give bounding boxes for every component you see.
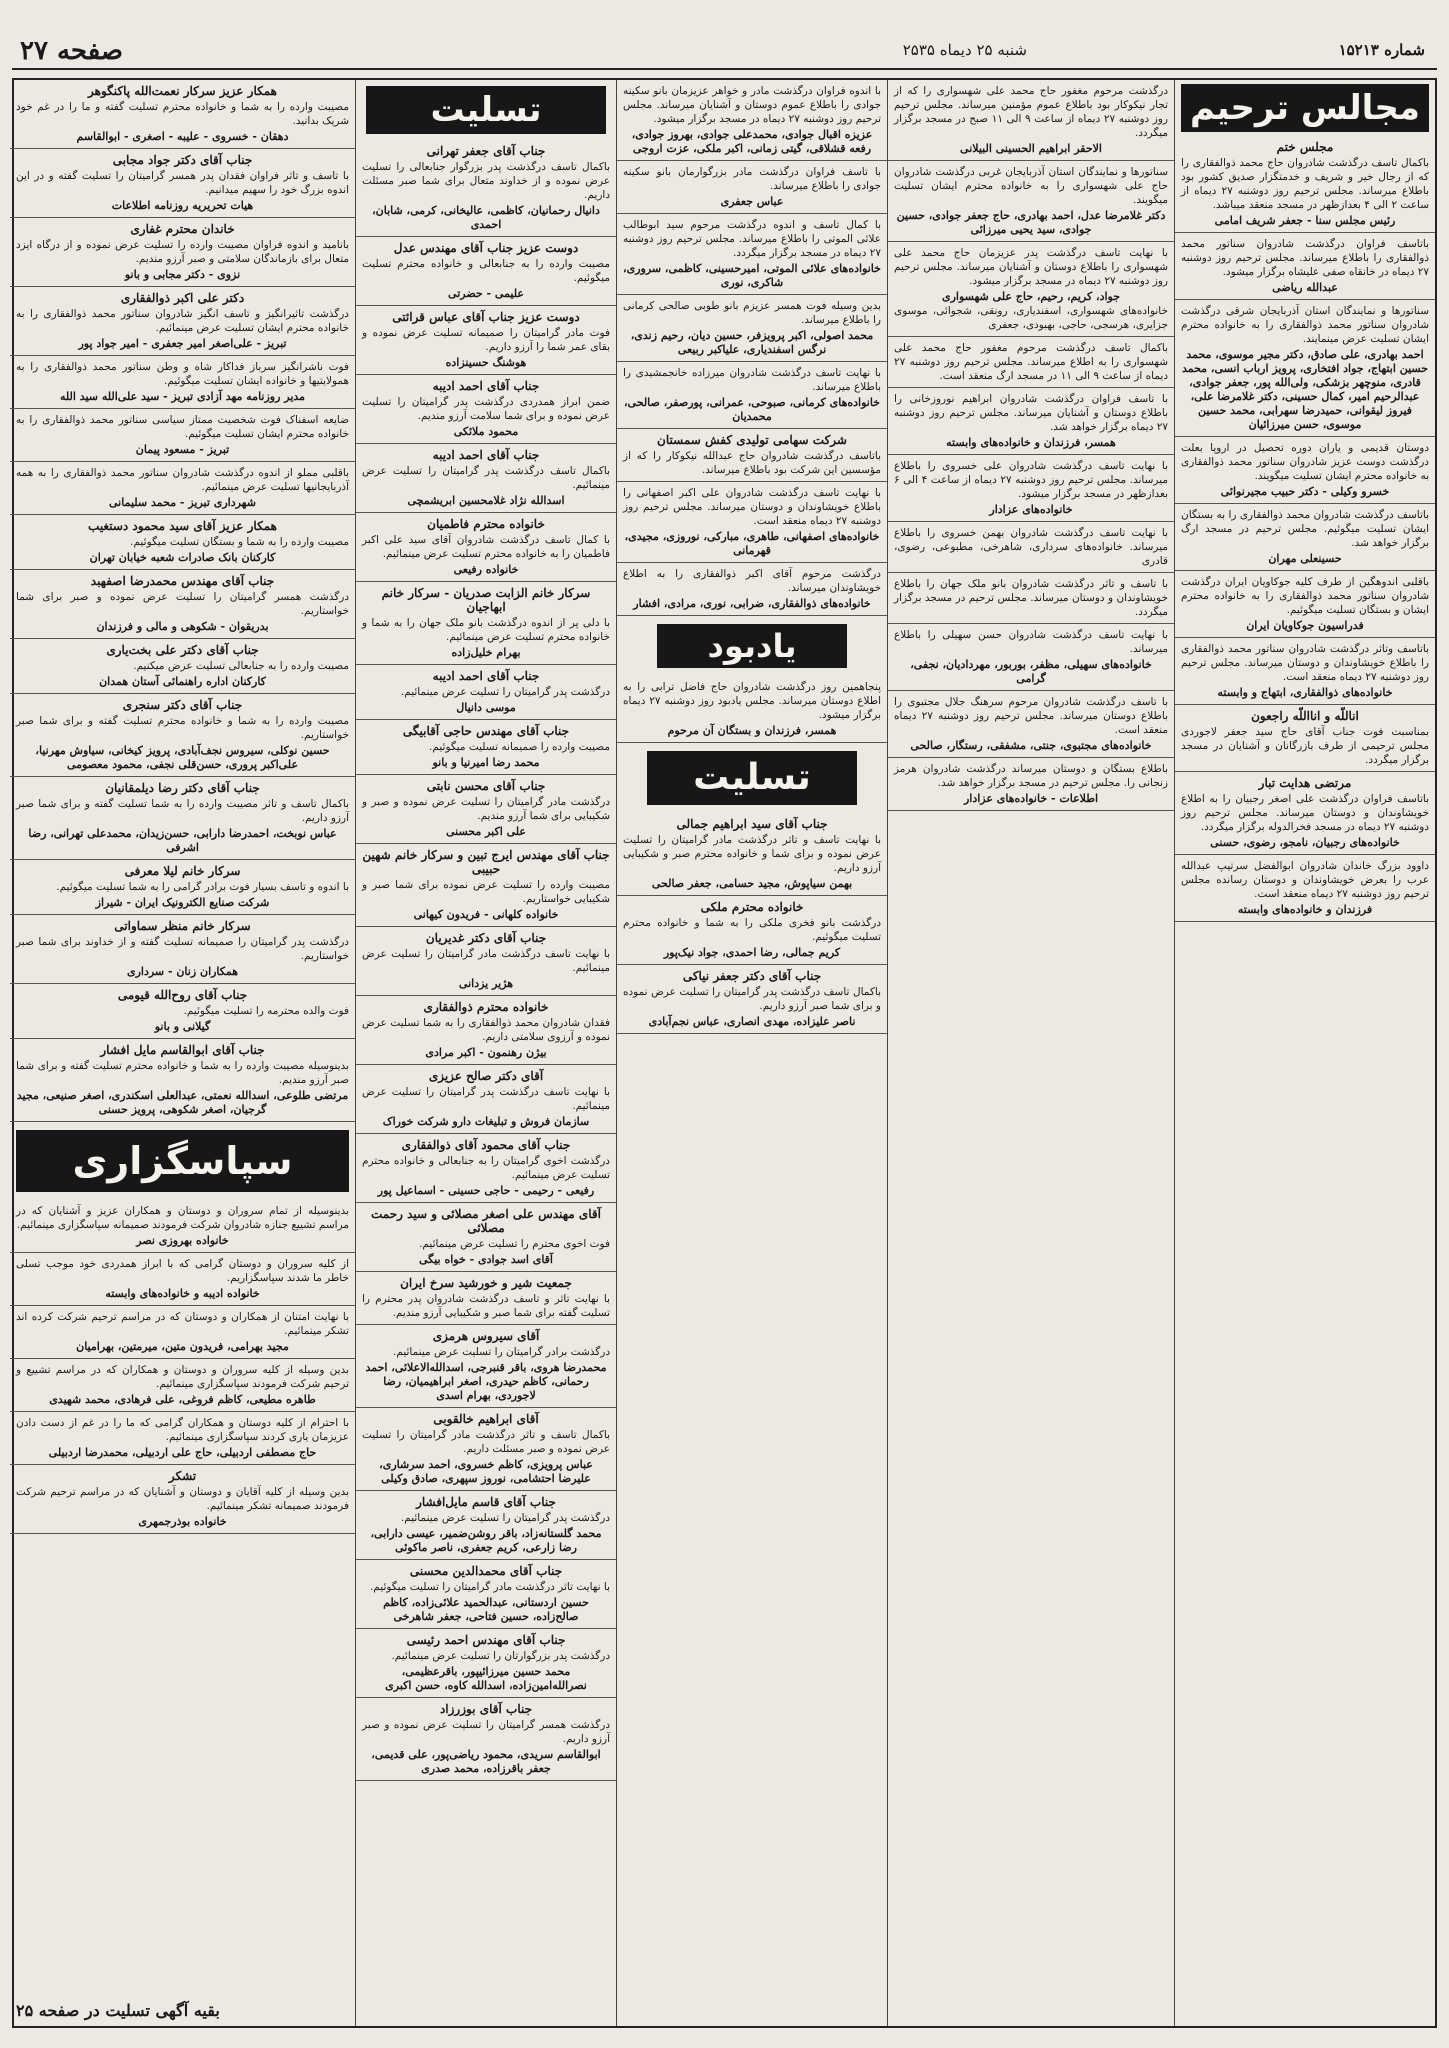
notice-body: درگذشت برادر گرامیتان را تسلیت عرض مینمائیم. — [393, 1346, 610, 1358]
notice-signature: رفیعی - رحیمی - حاجی حسینی - اسماعیل پور — [377, 1184, 595, 1197]
notice-body: باکمال تاسف درگذشت شادروان حاج محمد ذوالفقاری را که از رجال خیر و شریف و خدمتگزار صدیق کشور بود باطلاع میرساند. مجلس ترحیم روز دوشنبه ۲۷ دیماه از ساعت ۲ الی ۴ بعدازظهر در مسجد منعقد میباشد. — [1181, 157, 1429, 211]
column-3 — [616, 80, 887, 2026]
notice-body: باکمال تاسف و تاثر مصیبت وارده را به شما تسلیت گفته و برای شما صبر آرزو داریم. — [16, 798, 349, 824]
notice — [617, 295, 887, 362]
notice-signature: الاحقر ابراهیم الحسینی البیلانی — [960, 142, 1102, 155]
notice-body: بدینوسیله از تمام سروران و دوستان و همکاران عزیز و آشنایان که در مراسم تشییع جنازه شادروان شرکت فرمودند صمیمانه سپاسگزاری مینمائیم. — [16, 1205, 349, 1231]
notice-title: جناب آقای احمد ادیبه — [432, 669, 540, 683]
notice — [888, 337, 1174, 388]
notice-body: با کمال تاسف درگذشت شادروان آقای سید علی اکبر فاطمیان را به خانواده محترم تسلیت عرض مینمائیم. — [362, 534, 610, 560]
notice-body: با تاسف فراوان درگذشت مادر بزرگوارمان بانو سکینه جوادی را باطلاع میرساند. — [623, 166, 881, 192]
notice — [1175, 855, 1435, 922]
notice-body: با نهایت امتنان از همکاران و دوستان که در مراسم ترحیم شرکت کرده اند تشکر مینمائیم. — [16, 1311, 349, 1337]
notice-signature: بیژن رهنمون - اکبر مرادی — [425, 1046, 547, 1059]
notice-title: جناب آقای سید ابراهیم جمالی — [676, 817, 828, 831]
notice-body: ضایعه اسفناک فوت شخصیت ممتاز سیاسی سناتور محمد ذوالفقاری را به خانواده محترم ایشان تسلیت میگوئیم. — [16, 414, 349, 440]
notice — [617, 813, 887, 896]
notice-body: با تاسف و تاثر فراوان فقدان پدر همسر گرامیتان را تسلیت گفته و در این اندوه بزرگ خود را سهیم میدانیم. — [16, 170, 349, 196]
notice-names: خانواده‌های شهسواری، اسفندیاری، رونقی، شجوائی، موسوی جزایری، هرسجی، حاجی، بهبودی، جعفری — [894, 305, 1168, 331]
notice-body: مصیبت وارده را به شما و بستگان تسلیت میگوئیم. — [130, 536, 349, 548]
notice-signature: خانواده ادیبه و خانواده‌های وابسته — [105, 1287, 260, 1300]
notice-signature: دهقان - خسروی - علیبه - اصغری - ابوالقاسم — [76, 130, 289, 143]
notice — [10, 356, 355, 409]
notice-title: جناب آقای دکتر غدیریان — [425, 931, 547, 945]
notice-title: جناب آقای مهندس ایرج تبین و سرکار خانم شهین حبیبی — [362, 848, 610, 876]
notice-title: خانواده محترم ذوالفقاری — [423, 1000, 549, 1014]
notice — [10, 409, 355, 462]
notice-body: درگذشت بانو فخری ملکی را به شما و خانواده محترم تسلیت میگوئیم. — [623, 917, 881, 943]
notice-body: بمناسبت فوت جناب آقای حاج سید جعفر لاجوردی مجلس ترحیمی از طرف بازرگانان و آشنایان در مسجد برگزار میگردد. — [1181, 726, 1429, 766]
notice-title: سرکار خانم لیلا معرفی — [124, 864, 241, 878]
notice — [617, 429, 887, 482]
page-header — [12, 34, 1437, 70]
notice-body: با تاسف درگذشت شادروان مرحوم سرهنگ جلال مجتبوی را باطلاع دوستان میرساند. مجلس ترحیم روز دوشنبه ۲۷ دیماه منعقد است. — [894, 696, 1168, 736]
notice — [888, 388, 1174, 455]
notice-body: درگذشت پدر گرامیتان را صمیمانه تسلیت گفته و از خداوند برای شما صبر خواستاریم. — [16, 936, 349, 962]
notice-signature: عباس جعفری — [720, 195, 784, 208]
column-1 — [1174, 80, 1435, 2026]
notice-names: حسین نوکلی، سیروس نجف‌آبادی، پرویز کیخانی، سیاوش مهرنیا، علی‌اکبر پروری، حسن‌قلی نجفی، محمود معصومی — [35, 744, 330, 771]
notice — [356, 720, 616, 775]
notice — [888, 80, 1174, 161]
notice-body: مصیبت وارده را به شما و خانواده محترم تسلیت گفته و برای شما صبر خواستاریم. — [16, 715, 349, 741]
notice-title: اناللّه و انااللّه راجعون — [1251, 709, 1359, 723]
notice — [617, 896, 887, 965]
notice-signature: هیات تحریریه روزنامه اطلاعات — [111, 199, 254, 212]
tasliat-banner-1: تسلیت — [366, 86, 606, 134]
notice-names: محمد حسین میرزائیپور، باقرعظیمی، نصرالله‌امین‌زاده، اسدالله کاوه، حسن اکبری — [385, 1665, 587, 1692]
notice-body: با نهایت تاثر و تاسف درگذشت شادروان پدر محترم را تسلیت گفته برای شما صبر و شکیبایی آرزو مندیم. — [362, 1293, 610, 1319]
notice — [10, 1306, 355, 1359]
notice — [888, 455, 1174, 522]
majalis-banner: مجالس ترحیم — [1181, 84, 1429, 132]
notice-names: بهمن سیاپوش، مجید حسامی، جعفر صالحی — [651, 877, 853, 890]
notice-title: جناب آقای جعفر تهرانی — [426, 144, 546, 158]
notice-title: جناب آقای دکتر سنجری — [122, 698, 243, 712]
notice-title: سرکار خانم منظر سماواتی — [114, 919, 251, 933]
notice-signature: تبریز - مسعود پیمان — [135, 443, 230, 456]
notice — [888, 691, 1174, 758]
notice-title: جمعیت شیر و خورشید سرخ ایران — [400, 1276, 572, 1290]
notice-title: دوست عزیز جناب آقای مهندس عدل — [393, 241, 579, 255]
notice — [617, 965, 887, 1034]
notice — [1175, 504, 1435, 571]
notice-signature: حسینعلی مهران — [1268, 552, 1342, 565]
notice-names: خانواده‌های علائی الموتی، امیرحسینی، کاظمی، سروری، شاکری، نوری — [623, 262, 881, 289]
notice-title: سرکار خانم الزابت صدریان - سرکار خانم ابهاجیان — [381, 586, 591, 614]
notice-body: با دلی پر از اندوه درگذشت بانو ملک جهان را به شما و خانواده محترم تسلیت عرض مینمائیم. — [362, 617, 610, 643]
notice — [1175, 233, 1435, 300]
notice-signature: علی اکبر محسنی — [445, 825, 526, 838]
notice-title: جناب آقای احمد ادیبه — [432, 379, 540, 393]
notice-title: جناب آقای محمدالدین محسنی — [409, 1564, 563, 1578]
notice-names: دانیال رحمانیان، کاظمی، عالیخانی، کرمی، شابان، احمدی — [372, 204, 600, 231]
notice-signature: مدیر روزنامه مهد آزادی تبریز - سید علی‌الله سید الله — [59, 390, 306, 403]
notice-signature: کارکنان اداره راهنمائی آستان همدان — [99, 675, 266, 688]
notice — [356, 1629, 616, 1698]
notice-title: آقای ابراهیم خالقوبی — [433, 1412, 539, 1426]
notice-names: حسین اردستانی، عبدالحمید علائی‌زاده، کاظم صالح‌زاده، حسین فتاحی، جعفر شاهرخی — [383, 1596, 589, 1623]
notice — [10, 984, 355, 1039]
notice-title: همکار عزیز سرکار نعمت‌الله پاکنگوهر — [88, 84, 277, 98]
notice-signature: بهرام خلیل‌زاده — [451, 646, 521, 659]
notice — [356, 237, 616, 306]
notice-names: خانواده‌های اصفهانی، طاهری، مبارکی، نوروزی، مجیدی، قهرمانی — [624, 530, 880, 557]
notice-signature: آقای اسد جوادی - خواه بیگی — [418, 1253, 553, 1266]
notice — [617, 676, 887, 743]
notice — [356, 1203, 616, 1272]
notice-names: حاج مصطفی اردبیلی، حاج علی اردبیلی، محمدرضا اردبیلی — [48, 1446, 317, 1459]
notice-body: با تاسف فراوان درگذشت شادروان ابراهیم نوروزخانی را باطلاع دوستان و آشنایان میرساند. مجلس ترحیم روز دوشنبه ۲۷ دیماه برگزار خواهد شد. — [894, 393, 1168, 433]
notice — [10, 1359, 355, 1412]
notice-title: مرتضی هدایت تبار — [1258, 776, 1352, 790]
notice-title: آقای مهندس علی اصغر مصلائی و سید رحمت مصلائی — [371, 1207, 601, 1235]
notice-body: با اندوه و تاسف بسیار فوت برادر گرامی را به شما تسلیت میگوئیم. — [56, 881, 349, 893]
notice — [356, 1134, 616, 1203]
notice — [356, 513, 616, 582]
notice-signature: خانواده رفیعی — [453, 563, 519, 576]
notice-body: درگذشت همسر گرامیتان را تسلیت عرض نموده و صبر برای شما خواستاریم. — [16, 591, 349, 617]
notice-names: ناصر علیزاده، مهدی انصاری، عباس نجم‌آبادی — [648, 1015, 856, 1028]
notice-names: احمد بهادری، علی صادق، دکتر مجیر موسوی، محمد حسین ابتهاج، جواد افتخاری، پرویز ارباب انسی، محمد قادری، منوچهر بزشکی، ولی‌الله پور، جعفر جوادی، عبدالرحیم امیر، کمال حسینی، دکتر غلامرضا علی، فیروز لیقوانی، حمیدرضا سهرابی، محمد حسین موسوی، حسن میرزائیان — [1181, 348, 1429, 431]
notice-title: دوست عزیز جناب آقای عباس قرائتی — [392, 310, 580, 324]
notice-body: با نهایت تاسف درگذشت شادروان علی اکبر اصفهانی را باطلاع خویشاوندان و دوستان میرساند. مجلس ترحیم روز دوشنبه ۲۷ دیماه منعقد است. — [623, 487, 881, 527]
notice-body: باطلاع بستگان و دوستان میرساند درگذشت شادروان هرمز زنجانی را. مجلس ترحیم در مسجد برگزار خواهد شد. — [894, 763, 1168, 789]
notice-body: با نهایت تاسف و تاثر درگذشت مادر گرامیتان را تسلیت عرض نموده و برای شما و خانواده محترم صبر و شکیبایی آرزو داریم. — [623, 834, 881, 874]
notice — [356, 582, 616, 665]
yadbud-banner: یادبود — [657, 624, 847, 668]
notice-body: ضمن ابراز همدردی درگذشت پدر گرامیتان را تسلیت عرض نموده و برای شما سلامت آرزو مندیم. — [362, 396, 610, 422]
notice — [356, 1408, 616, 1491]
notice — [356, 927, 616, 996]
notice-body: با اندوه فراوان درگذشت مادر و خواهر عزیزمان بانو سکینه جوادی را باطلاع عموم دوستان و آشنایان میرساند. مجلس ترحیم روز دوشنبه ۲۷ دیماه در مسجد برگزار میشود. — [623, 85, 881, 125]
notice — [617, 362, 887, 429]
notice — [1175, 705, 1435, 772]
notice-body: درگذشت مرحوم مغفور حاج محمد علی شهسواری را که از تجار نیکوکار بود باطلاع عموم مؤمنین میرساند. مجلس ترحیم روز دوشنبه ۲۷ دیماه از ساعت ۹ الی ۱۱ صبح در مسجد برگزار میگردد. — [894, 85, 1168, 139]
notice-names: دکتر غلامرضا عدل، احمد بهادری، حاج جعفر جوادی، حسین جوادی، سید یحیی میرزائی — [896, 209, 1166, 236]
notice — [356, 1065, 616, 1134]
notice-body: با نهایت تاسف درگذشت مادر گرامیتان را تسلیت عرض مینمائیم. — [362, 948, 610, 974]
notice-names: خانواده‌های کرمانی، صبوحی، عمرانی، پورصفر، صالحی، محمدیان — [624, 396, 880, 423]
notice-signature: همکاران زنان - سرداری — [126, 965, 239, 978]
notice-body: با نهایت تاثر درگذشت مادر گرامیتان را تسلیت میگوئیم. — [369, 1581, 610, 1593]
notice — [356, 775, 616, 844]
notice-body: فوت والده محترمه را تسلیت میگوئیم. — [183, 1005, 349, 1017]
notice — [10, 860, 355, 915]
notice-signature: کارکنان بانک صادرات شعبه خیابان تهران — [89, 551, 276, 564]
notice-title: جناب آقای ابوالقاسم مایل افشار — [100, 1043, 265, 1057]
notice-body: مصیبت وارده را تسلیت عرض نموده برای شما صبر و شکیبایی خواستاریم. — [362, 879, 610, 905]
notice-title: جناب آقای احمد ادیبه — [432, 448, 540, 462]
notice — [356, 996, 616, 1065]
notice-body: باتاسف وتاثر درگذشت شادروان سناتور محمد ذوالفقاری را باطلاع خویشاوندان و دوستان میرساند. مجلس ترحیم روز دوشنبه ۲۷ دیماه منعقد است. — [1181, 643, 1429, 683]
notice-body: مصیبت وارده را به جنابعالی و خانواده محترم تسلیت میگوئیم. — [362, 258, 610, 284]
notice-title: خاندان محترم غفاری — [130, 222, 235, 236]
notice-body: فوت اخوی محترم را تسلیت عرض مینمائیم. — [419, 1238, 610, 1250]
notice — [1175, 638, 1435, 705]
tasliat-banner-2: تسلیت — [647, 751, 857, 805]
notice-title: خانواده محترم ملکی — [700, 900, 804, 914]
notice-signature: خسرو وکیلی - دکتر حبیب مجیرنوائی — [1220, 485, 1390, 498]
notice-names: محمد گلستانه‌زاد، باقر روشن‌ضمیر، عیسی دارابی، رضا زارعی، کریم جعفری، ناصر ماکوئی — [370, 1527, 602, 1554]
notice-title: جناب آقای روح‌الله قیومی — [117, 988, 248, 1002]
notice-body: بدینوسیله مصیبت وارده را به شما و خانواده محترم تسلیت گفته و برای شما صبر آرزو مندیم. — [16, 1060, 349, 1086]
notice-body: با نهایت تاسف درگذشت شادروان حسن سهیلی را باطلاع میرساند. — [894, 629, 1168, 655]
notice — [356, 444, 616, 513]
notice-names: کریم جمالی، رضا احمدی، جواد نیک‌پور — [663, 946, 841, 959]
notice — [10, 287, 355, 356]
notice — [10, 694, 355, 777]
notice — [10, 639, 355, 694]
notice-names: خانواده‌های مجتبوی، جنتی، مشفقی، رستگار، صالحی — [910, 739, 1152, 752]
notice-signature: اسدالله نژاد غلامحسین ابریشمچی — [407, 494, 565, 507]
notice-body: درگذشت مرحوم آقای اکبر ذوالفقاری را به اطلاع خویشاوندان میرساند. — [623, 568, 881, 594]
issue-number: شماره ۱۵۲۱۳ — [1338, 41, 1425, 59]
notice — [356, 140, 616, 237]
notice-signature: خانواده بوذرجمهری — [138, 1515, 227, 1528]
notice — [617, 161, 887, 214]
notice-body: باتاسف فراوان درگذشت علی اصغر رجبیان را به اطلاع خویشاوندان و دوستان میرساند. مجلس ترحیم روز دوشنبه ۲۷ دیماه در مسجد فخرالدوله برگزار میگردد. — [1181, 793, 1429, 833]
notice-body: باقلبی مملو از اندوه درگذشت شادروان سناتور محمد ذوالفقاری را به همه آذربایجانیها تسلیت عرض مینمائیم. — [16, 467, 349, 493]
notice-signature: فدراسیون جوکاویان ایران — [1246, 619, 1364, 632]
notice-signature: فرزندان و خانواده‌های وابسته — [1237, 903, 1373, 916]
notice — [888, 624, 1174, 691]
notice-signature: شرکت صنایع الکترونیک ایران - شیراز — [95, 896, 270, 909]
notice-signature: بدریقوان - شکوهی و مالی و فرزندان — [96, 620, 269, 633]
notice — [617, 80, 887, 161]
notice-body: باتاسف فراوان درگذشت شادروان سناتور محمد ذوالفقاری را باطلاع میرساند. مجلس ترحیم روز دوشنبه ۲۷ دیماه در خانقاه صفی علیشاه برگزار میشود. — [1181, 238, 1429, 278]
column-5 — [10, 80, 355, 2026]
notice-signature: تبریز - علی‌اصغر امیر جعفری - امیر جواد پور — [78, 337, 287, 350]
notice-body: بدین وسیله فوت همسر عزیزم بانو طوبی صالحی کرمانی را باطلاع میرساند. — [623, 300, 881, 326]
notice-signature: خانواده کلهانی - فریدون کیهانی — [413, 908, 559, 921]
notice — [10, 80, 355, 149]
notice-signature: سازمان فروش و تبلیغات دارو شرکت خوراک — [382, 1115, 590, 1128]
column-4 — [355, 80, 616, 2026]
notice-body: درگذشت پدر بزرگوارتان را تسلیت عرض مینمائیم. — [391, 1650, 610, 1662]
notice — [10, 570, 355, 639]
notice-signature: همسر، فرزندان و بستگان آن مرحوم — [667, 724, 837, 737]
notice-names: عباس نوبخت، احمدرضا دارابی، حسن‌زیدان، محمدعلی تهرانی، رضا اشرفی — [28, 827, 337, 854]
notice — [617, 214, 887, 295]
sepasgozari-banner: سپاسگزاری — [16, 1130, 349, 1192]
notice — [356, 844, 616, 927]
notice-body: از کلیه سروران و دوستان گرامی که با ابراز همدردی خود موجب تسلی خاطر ما شدند سپاسگزاریم. — [16, 1258, 349, 1284]
notice-signature: جواد، کریم، رحیم، حاج علی شهسواری — [941, 290, 1121, 303]
notice-body: سناتورها و نمایندگان استان آذربایجان غربی درگذشت شادروان حاج علی شهسواری را به خانواده محترم ایشان تسلیت میگویند. — [894, 166, 1168, 206]
notice-names: عباس پرویزی، کاظم خسروی، احمد سرشاری، علیرضا احتشامی، نوروز سپهری، صادق وکیلی — [379, 1458, 593, 1485]
notice-signature: محمود ملائکی — [453, 425, 519, 438]
notice — [888, 522, 1174, 573]
notice — [10, 218, 355, 287]
columns-frame — [12, 78, 1437, 2028]
notice-body: با احترام از کلیه دوستان و همکاران گرامی که ما را در غم از دست دادن عزیزمان یاری کردند سپاسگزاری مینمائیم. — [16, 1417, 349, 1443]
notice-body: مصیبت وارده را صمیمانه تسلیت میگوئیم. — [429, 741, 610, 753]
notice-names: خانواده‌های سهیلی، مظفر، بوربور، مهردادیان، نجفی، گرامی — [910, 658, 1152, 685]
notice-title: آقای دکتر صالح عزیزی — [428, 1069, 544, 1083]
notice-body: با کمال تاسف و اندوه درگذشت مرحوم سید ابوطالب علائی الموتی را باطلاع میرساند. مجلس ترحیم روز دوشنبه ۲۷ دیماه در مسجد برگزار میگردد. — [623, 219, 881, 259]
notice-title: جناب آقای قاسم مایل‌افشار — [416, 1495, 556, 1509]
notice-body: با نهایت تاسف درگذشت شادروان میرزاده خانجمشیدی را باطلاع میرساند. — [623, 367, 881, 393]
notice-signature: اطلاعات - خانواده‌های عزادار — [963, 792, 1099, 805]
notice-body: درگذشت تاثیرانگیز و تاسف انگیز شادروان سناتور محمد ذوالفقاری را به خانواده محترم ایشان تسلیت عرض مینمائیم. — [16, 308, 349, 334]
notice-body: درگذشت همسر گرامیتان را تسلیت عرض نموده و صبر آرزو داریم. — [362, 1719, 610, 1745]
notice-body: مصیبت وارده را به شما و خانواده محترم تسلیت گفته و ما را در غم خود شریک بدانید. — [16, 101, 349, 127]
notice-title: جناب آقای مهندس محمدرضا اصفهبد — [90, 574, 275, 588]
notice-body: فقدان شادروان محمد ذوالفقاری را به شما تسلیت عرض نموده و آرزوی سلامتی داریم. — [362, 1017, 610, 1043]
notice-body: درگذشت پدر گرامیتان را تسلیت عرض مینمائیم. — [400, 686, 610, 698]
notice-title: خانواده محترم فاطمیان — [427, 517, 545, 531]
notice-signature: شهرداری تبریز - محمد سلیمانی — [109, 496, 256, 509]
notice-signature: هژیر یزدانی — [458, 977, 514, 990]
notice — [10, 515, 355, 570]
notice-body: با نهایت تاسف درگذشت پدر گرامیتان را تسلیت عرض مینمائیم. — [362, 1086, 610, 1112]
notice — [10, 149, 355, 218]
notice-signature: عبدالله ریاضی — [1272, 281, 1338, 294]
notice-body: باکمال تاسف درگذشت مرحوم مغفور حاج محمد علی شهسواری را به اطلاع میرساند. مجلس ترحیم روز دوشنبه ۲۷ دیماه از ساعت ۹ الی ۱۱ در مسجد ارگ منعقد است. — [894, 342, 1168, 382]
notice — [617, 482, 887, 563]
notice-body: پنجاهمین روز درگذشت شادروان حاج فاضل ترابی را به اطلاع دوستان میرساند. مجلس یادبود روز دوشنبه ۲۷ دیماه برگزار میشود. — [623, 681, 881, 721]
notice-body: بانامید و اندوه فراوان مصیبت وارده را تسلیت عرض نموده و از درگاه ایزد متعال برای بازماندگان سلامتی و صبر آرزو مندیم. — [16, 239, 349, 265]
notice — [356, 375, 616, 444]
notice-signature: محمد رضا امیرنیا و بانو — [432, 756, 540, 769]
notice — [356, 1560, 616, 1629]
notice-body: بدین وسیله از کلیه سروران و دوستان و همکاران که در مراسم تشییع و ترحیم شرکت فرمودند سپاسگزاری مینمائیم. — [16, 1364, 349, 1390]
notice-signature: خانواده‌های عزادار — [989, 503, 1073, 516]
notice-signature: همسر، فرزندان و خانواده‌های وابسته — [946, 436, 1116, 449]
notice-signature: نزوی - دکتر مجابی و بانو — [124, 268, 241, 281]
notice-names: محمدرضا هروی، باقر قنبرجی، اسدالله‌الاعلائی، احمد رحمانی، کاظم حیدری، اصغر ابراهیمیان، رضا لاجوردی، بهرام اسدی — [365, 1361, 607, 1402]
notice-body: فوت ناشرانگیز سرباز فداکار شاه و وطن سناتور محمد ذوالفقاری را به همولایتیها و خانواده ایشان تسلیت میگوئیم. — [16, 361, 349, 387]
notice-body: با نهایت تاسف درگذشت پدر عزیزمان حاج محمد علی شهسواری را باطلاع دوستان و آشنایان میرساند. مجلس ترحیم روز دوشنبه ۲۷ دیماه در مسجد برگزار میشود. — [894, 247, 1168, 287]
notice-body: باکمال تاسف و تاثر درگذشت مادر گرامیتان را تسلیت عرض نموده و صبر مسئلت داریم. — [362, 1429, 610, 1455]
notice — [356, 1491, 616, 1560]
notice-names: مجید بهرامی، فریدون متین، میرمتین، بهرامیان — [76, 1340, 289, 1353]
notice-signature: گیلانی و بانو — [154, 1020, 211, 1033]
notice-signature: خانواده بهروزی نصر — [136, 1234, 229, 1247]
notice — [1175, 300, 1435, 437]
notice-body: باقلبی اندوهگین از طرف کلیه جوکاویان ایران درگذشت شادروان سناتور محمد ذوالفقاری را به خانواده محترم ایشان و بستگان تسلیت میگوئیم. — [1181, 576, 1429, 616]
notice — [10, 1200, 355, 1253]
continued-note: بقیه آگهی تسلیت در صفحه ۲۵ — [16, 2001, 220, 2020]
column-2 — [887, 80, 1174, 2026]
notice — [356, 306, 616, 375]
notice-body: درگذشت اخوی گرامیتان را به جنابعالی و خانواده محترم تسلیت عرض مینمائیم. — [362, 1155, 610, 1181]
notice-body: باکمال تاسف درگذشت پدر گرامیتان را تسلیت عرض نموده و برای شما صبر آرزو داریم. — [623, 986, 881, 1012]
notice-title: جناب آقای دکتر علی بخت‌یاری — [106, 643, 259, 657]
notice — [356, 1272, 616, 1325]
notice — [888, 242, 1174, 337]
notice-title: جناب آقای دکتر جعفر نیاکی — [682, 969, 822, 983]
notice-signature: هوشنگ حسینزاده — [445, 356, 527, 369]
notice-body: باکمال تاسف درگذشت پدر گرامیتان را تسلیت عرض مینمائیم. — [362, 465, 610, 491]
notice-title: جناب آقای بوزرزاد — [439, 1702, 533, 1716]
notice — [10, 777, 355, 860]
notice-names: خانواده‌های ذوالفقاری، ضرابی، نوری، مرادی، افشار — [633, 597, 871, 610]
notice-body: داوود بزرگ خاندان شادروان ابوالفضل سرتیپ عبدالله عرب را بعرض خویشاوندان و دوستان رسانده مجلس ترحیم روز دوشنبه ۲۷ دیماه منعقد است. — [1181, 860, 1429, 900]
dateline: شنبه ۲۵ دیماه ۲۵۳۵ — [902, 41, 1027, 59]
notice-body: بدین وسیله از کلیه آقایان و دوستان و آشنایان که در مراسم ترحیم شرکت فرمودند صمیمانه تشکر مینمائیم. — [16, 1486, 349, 1512]
notice — [1175, 136, 1435, 233]
notice-body: باتاسف درگذشت شادروان حاج عبدالله نیکوکار را که از مؤسسین این شرکت بود باطلاع میرساند. — [623, 450, 881, 476]
notice — [10, 462, 355, 515]
notice-signature: رئیس مجلس سنا - جعفر شریف امامی — [1214, 214, 1396, 227]
notice — [10, 1039, 355, 1122]
notice-title: جناب آقای مهندس احمد رئیسی — [406, 1633, 566, 1647]
notice-title: جناب آقای محسن نابتی — [426, 779, 546, 793]
notice-title: جناب آقای دکتر رضا دیلمقانیان — [105, 781, 260, 795]
notice-names: طاهره مطیعی، کاظم فروغی، علی فرهادی، محمد شهیدی — [49, 1393, 316, 1406]
notice — [1175, 772, 1435, 855]
notice — [888, 573, 1174, 624]
notice-names: مرتضی طلوعی، اسدالله نعمتی، عبدالعلی اسکندری، اصغر صنیعی، مجید گرجیان، اصغر شکوهی، پرویز حسنی — [16, 1089, 349, 1116]
notice — [356, 665, 616, 720]
notice — [10, 1253, 355, 1306]
notice-names: ابوالقاسم سریدی، محمود ریاضی‌پور، علی قدیمی، جعفر باقرزاده، محمد صدری — [371, 1748, 601, 1775]
notice-body: باکمال تاسف درگذشت پدر بزرگوار جنابعالی را تسلیت عرض نموده و از خداوند متعال برای شما صبر مسئلت داریم. — [362, 161, 610, 201]
notice-body: با نهایت تاسف درگذشت شادروان علی خسروی را باطلاع میرساند. مجلس ترحیم روز دوشنبه ۲۷ دیماه از ساعت ۴ الی ۶ بعدازظهر در مسجد برگزار میشود. — [894, 460, 1169, 500]
notice-title: شرکت سهامی تولیدی کفش سمستان — [657, 433, 847, 447]
notice-body: سناتورها و نمایندگان استان آذربایجان شرقی درگذشت شادروان سناتور محمد ذوالفقاری را به خانواده محترم ایشان تسلیت عرض مینمایند. — [1181, 305, 1429, 345]
notice — [617, 563, 887, 616]
notice-title: تشکر — [168, 1469, 197, 1483]
notice — [10, 915, 355, 984]
notice — [1175, 437, 1435, 504]
notice-body: درگذشت پدر گرامیتان را تسلیت عرض مینمائیم. — [400, 1512, 610, 1524]
notice-title: آقای سیروس هرمزی — [432, 1329, 540, 1343]
notice — [10, 1412, 355, 1465]
notice-signature: موسی دانیال — [456, 701, 516, 714]
notice-names: محمد اصولی، اکبر پرویزفر، حسین دیان، رحیم زندی، نرگس اسفندیاری، علیاکبر ربیعی — [630, 329, 874, 356]
notice-title: جناب آقای محمود آقای ذوالفقاری — [401, 1138, 571, 1152]
notice-signature: خانواده‌های ذوالفقاری، ابتهاج و وابسته — [1217, 686, 1393, 699]
notice-signature: خانواده‌های رجبیان، نامجو، رضوی، حسنی — [1210, 836, 1400, 849]
notice-title: همکار عزیز آقای سید محمود دستغیب — [88, 519, 277, 533]
notice-title: دکتر علی اکبر ذوالفقاری — [120, 291, 245, 305]
notice — [356, 1325, 616, 1408]
notice-body: درگذشت مادر گرامیتان را تسلیت عرض نموده و صبر و شکیبایی برای شما آرزو مندیم. — [362, 796, 610, 822]
notice-signature: علیمی - حضرتی — [448, 287, 524, 300]
notice-body: دوستان قدیمی و یاران دوره تحصیل در اروپا بعلت درگذشت دوست عزیز شادروان سناتور محمد ذوالفقاری به خانواده محترم ایشان تسلیت میگویند. — [1181, 442, 1429, 482]
notice-body: با نهایت تاسف درگذشت شادروان بهمن خسروی را باطلاع میرساند. خانواده‌های سرداری، شاهرخی، مطبوعی، رضوی، قادری — [894, 527, 1168, 567]
notice-body: با تاسف و تاثر درگذشت شادروان بانو ملک جهان را باطلاع خویشاوندان و دوستان میرساند. مجلس ترحیم در مسجد برگزار میگردد. — [894, 578, 1168, 618]
notice-title: جناب آقای مهندس حاجی آقابیگی — [402, 724, 570, 738]
notice-title: جناب آقای دکتر جواد مجابی — [112, 153, 253, 167]
notice — [888, 758, 1174, 811]
notice-body: فوت مادر گرامیتان را صمیمانه تسلیت عرض نموده و بقای عمر شما را آرزو داریم. — [362, 327, 610, 353]
notice — [888, 161, 1174, 242]
notice-body: مصیبت وارده را به جنابعالی تسلیت عرض میکنیم. — [133, 660, 349, 672]
page-number: صفحه ۲۷ — [20, 36, 123, 66]
notice-names: عزیزه اقبال جوادی، محمدعلی جوادی، بهروز جوادی، رفعه قشلاقی، گیتی زمانی، اکبر ملکی، عزت اروجی — [631, 128, 873, 155]
notice-title: مجلس ختم — [1276, 140, 1334, 154]
notice-body: باتاسف درگذشت شادروان محمد ذوالفقاری را به بستگان ایشان تسلیت میگوئیم. مجلس ترحیم در مسجد ارگ برگزار خواهد شد. — [1181, 509, 1429, 549]
notice — [356, 1698, 616, 1781]
notice — [10, 1465, 355, 1534]
notice — [1175, 571, 1435, 638]
